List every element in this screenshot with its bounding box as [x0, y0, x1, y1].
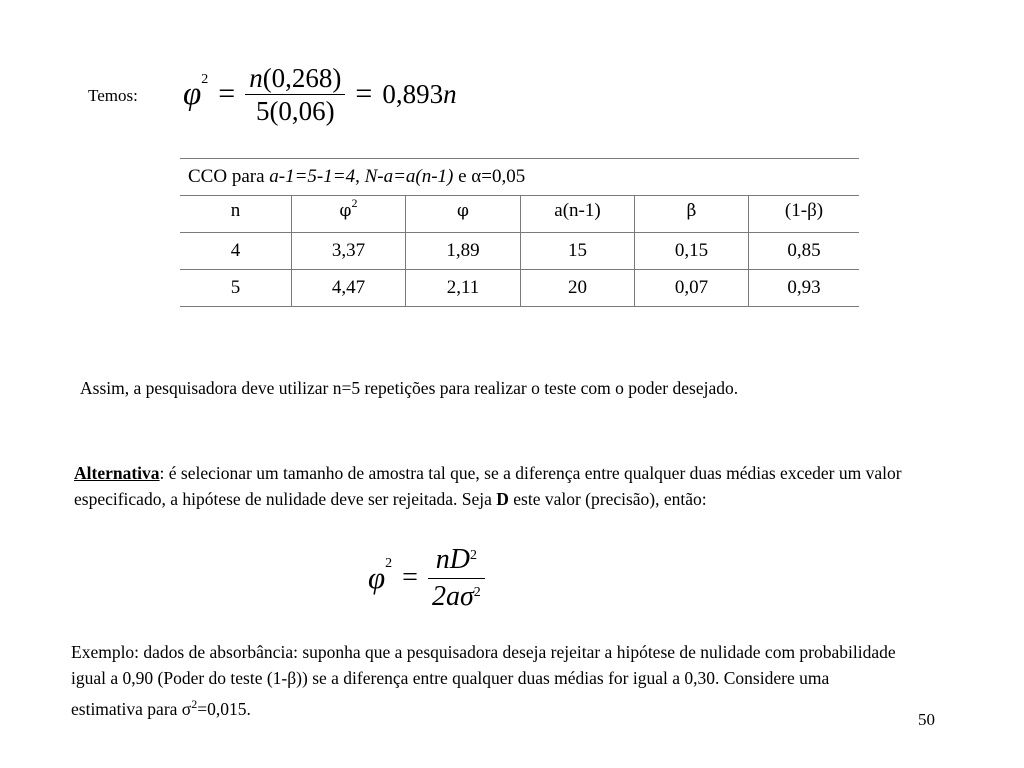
table-header-row	[180, 196, 859, 233]
table-cell: 1,89	[406, 233, 521, 270]
equals-sign-3: =	[402, 562, 418, 593]
alternative-text-2: este valor (precisão), então:	[508, 489, 707, 509]
phi-squared	[183, 71, 209, 113]
caption-lead: CCO para	[188, 166, 265, 187]
fraction-2-denominator	[428, 579, 485, 615]
caption-italic-a: a-1=5-1=4	[269, 166, 356, 187]
table-cell: 4	[180, 233, 292, 270]
table-cell: 5	[180, 270, 292, 307]
caption-italic-n: N-a=a(n-1)	[364, 166, 454, 187]
caption-tail: e α=0,05	[458, 166, 526, 187]
table-cell: 2,11	[406, 270, 521, 307]
power-equation	[183, 58, 513, 130]
fraction-denominator: 5(0,06)	[255, 95, 335, 126]
fraction-numerator	[245, 62, 345, 94]
table-cell: 0,93	[749, 270, 860, 307]
table-cell: 0,85	[749, 233, 860, 270]
equals-sign-2: =	[355, 77, 373, 110]
cco-table	[180, 158, 859, 307]
bold-d: D	[496, 489, 509, 509]
fraction-2-numerator	[432, 542, 481, 578]
page-number: 50	[918, 710, 935, 729]
example-text-1: Exemplo: dados de absorbância: suponha que a pesquisadora deseja rejeitar a hipótese de nulidade com probabilidade igual a 0,90 (Poder do teste (1-β)) se a diferença entre qualquer duas médias for igual a 0,30. Considere uma estimativa para σ	[71, 642, 896, 719]
alternative-paragraph	[74, 460, 944, 512]
fraction	[245, 62, 345, 127]
denominator-exponent: 2	[473, 584, 481, 600]
table-cell: 15	[521, 233, 635, 270]
header-beta: β	[635, 196, 749, 233]
conclusion-paragraph: Assim, a pesquisadora deve utilizar n=5 repetições para realizar o teste com o poder desejado.	[80, 378, 739, 398]
header-a-n-1: a(n-1)	[521, 196, 635, 233]
numerator-variable: n	[249, 62, 263, 93]
temos-label: Temos:	[88, 86, 138, 105]
numerator-value: (0,268)	[262, 62, 342, 93]
phi-symbol: φ	[183, 75, 202, 112]
alternative-heading: Alternativa	[74, 463, 160, 483]
fraction-2	[428, 542, 485, 615]
numerator-nd: nD	[435, 543, 470, 575]
header-one-minus-beta: (1-β)	[749, 196, 860, 233]
denominator-2a-sigma: 2aσ	[431, 580, 474, 612]
table-caption	[180, 159, 859, 196]
table-caption-row	[180, 159, 859, 196]
rhs-value: 0,893	[382, 78, 444, 109]
table-cell: 4,47	[292, 270, 406, 307]
phi-exponent: 2	[201, 71, 209, 87]
phi-exponent-2: 2	[385, 556, 393, 571]
table-row	[180, 233, 859, 270]
header-phi: φ	[406, 196, 521, 233]
table-cell: 20	[521, 270, 635, 307]
rhs-result	[382, 79, 456, 110]
example-text-2: =0,015.	[197, 698, 251, 719]
example-paragraph	[71, 639, 901, 722]
equals-sign: =	[218, 77, 236, 110]
table-cell: 3,37	[292, 233, 406, 270]
phi-symbol-2: φ	[368, 560, 386, 595]
numerator-exponent: 2	[469, 547, 477, 563]
alternative-text-1: : é selecionar um tamanho de amostra tal que, se a diferença entre qualquer duas médias exceder um valor especificado, a hipótese de nulidade deve ser rejeitada. Seja	[74, 463, 902, 509]
header-n: n	[180, 196, 292, 233]
table-row	[180, 270, 859, 307]
table-cell: 0,15	[635, 233, 749, 270]
table-cell: 0,07	[635, 270, 749, 307]
alternative-equation	[368, 536, 518, 620]
phi-squared-2	[368, 556, 393, 596]
header-phi-squared: $\varphi^2$	[292, 196, 406, 233]
caption-sep: ,	[355, 166, 360, 187]
sigma-exponent: 2	[191, 697, 198, 711]
rhs-variable: n	[443, 78, 457, 109]
